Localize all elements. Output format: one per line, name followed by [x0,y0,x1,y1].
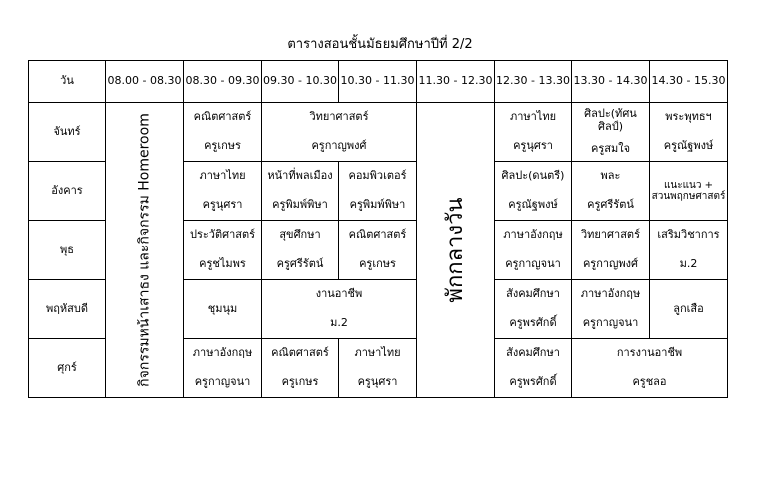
subject: การงานอาชีพ [616,346,683,360]
subject: ลูกเสือ [673,301,704,315]
cell-tue-6 [572,162,650,221]
cell-thu-1 [184,280,262,339]
teacher: ครูศรีรัตน์ [276,257,324,271]
subject: เสริมวิชาการ [657,228,720,242]
cell-fri-6 [572,339,728,398]
subject: คณิตศาสตร์ [348,228,407,242]
teacher: ครูพรศักดิ์ [509,316,557,330]
subject: ภาษาอังกฤษ [503,228,563,242]
subject: แนะแนว + [663,180,714,191]
cell-wed-5 [495,221,572,280]
lunch-label: พักกลางวัน [442,197,468,303]
subject: ประวัติศาสตร์ [189,228,256,242]
teacher: ครูกาญพงศ์ [311,139,367,153]
teacher: ครูกาญพงศ์ [582,257,639,271]
cell-mon-7 [650,103,728,162]
cell-mon-2 [262,103,417,162]
header-time-5: 11.30 - 12.30 [417,61,495,103]
day-thu: พฤหัสบดี [29,280,106,339]
subject: พละ [600,169,621,183]
subject: วิทยาศาสตร์ [581,228,640,242]
subject: พระพุทธฯ [665,110,712,124]
cell-thu-5 [495,280,572,339]
teacher: ครูพิมพ์พิษา [272,198,328,212]
teacher: ครูเกษร [359,257,396,271]
header-day: วัน [29,61,106,103]
cell-tue-5 [495,162,572,221]
subject: ภาษาอังกฤษ [192,346,253,360]
teacher: ครูพิมพ์พิษา [349,198,406,212]
teacher: ครูกาญจนา [582,316,639,330]
subject: วิทยาศาสตร์ [309,110,369,124]
day-wed: พุธ [29,221,106,280]
teacher: ม.2 [679,257,698,271]
header-time-3: 09.30 - 10.30 [262,61,339,103]
teacher: ครูกาญจนา [194,375,251,389]
subject: ชุมนุม [207,301,238,315]
teacher: ครูสมใจ [590,142,631,156]
subject: สังคมศึกษา [506,287,560,301]
subject: ภาษาอังกฤษ [580,287,641,301]
cell-wed-7 [650,221,728,280]
cell-mon-6 [572,103,650,162]
subject: หน้าที่พลเมือง [267,169,333,183]
subject: สังคมศึกษา [506,346,560,360]
subject: สุขศึกษา [279,228,321,242]
cell-fri-1 [184,339,262,398]
header-time-4: 10.30 - 11.30 [339,61,417,103]
teacher: ครูศรีรัตน์ [587,198,634,212]
cell-tue-2 [262,162,339,221]
teacher: ครูณัฐพงษ์ [663,139,714,153]
homeroom-cell [106,103,184,398]
teacher: ครูนุศรา [202,198,243,212]
cell-mon-5 [495,103,572,162]
subject: ภาษาไทย [354,346,401,360]
header-row [29,61,728,103]
subject: ศิลปะ(ดนตรี) [501,169,565,183]
header-time-8: 14.30 - 15.30 [650,61,728,103]
cell-thu-2 [262,280,417,339]
day-fri: ศุกร์ [29,339,106,398]
teacher: ม.2 [330,316,348,330]
cell-thu-7 [650,280,728,339]
teacher: ครูเกษร [204,139,241,153]
row-mon [29,103,728,162]
cell-tue-7 [650,162,728,221]
homeroom-label: กิจกรรมหน้าเสาธง และกิจกรรม Homeroom [135,113,152,387]
header-time-7: 13.30 - 14.30 [572,61,650,103]
lunch-cell [417,103,495,398]
page-title: ตารางสอนชั้นมัธยมศึกษาปีที่ 2/2 [287,37,473,52]
cell-tue-3 [339,162,417,221]
day-mon: จันทร์ [29,103,106,162]
subject: คณิตศาสตร์ [271,346,329,360]
teacher: ครูชไมพร [199,257,246,271]
cell-mon-1 [184,103,262,162]
subject: คอมพิวเตอร์ [348,169,407,183]
subject: คณิตศาสตร์ [193,110,252,124]
teacher: ครูกาญจนา [505,257,561,271]
teacher: สวนพฤกษศาสตร์ [651,191,726,202]
teacher: ครูเกษร [281,375,319,389]
cell-wed-6 [572,221,650,280]
cell-wed-1 [184,221,262,280]
header-time-2: 08.30 - 09.30 [184,61,262,103]
cell-wed-3 [339,221,417,280]
teacher: ครูชลอ [632,375,667,389]
cell-fri-2 [262,339,339,398]
cell-fri-5 [495,339,572,398]
timetable [28,60,728,398]
teacher: ครูนุศรา [357,375,398,389]
subject: ศิลปะ(ทัศนศิลป์) [584,107,637,133]
header-time-6: 12.30 - 13.30 [495,61,572,103]
teacher: ครูนุศรา [513,139,553,153]
teacher: ครูพรศักดิ์ [509,375,557,389]
subject: ภาษาไทย [199,169,246,183]
cell-wed-2 [262,221,339,280]
cell-fri-3 [339,339,417,398]
day-tue: อังคาร [29,162,106,221]
subject: งานอาชีพ [315,287,363,301]
subject: ภาษาไทย [509,110,557,124]
header-time-1: 08.00 - 08.30 [106,61,184,103]
cell-thu-6 [572,280,650,339]
teacher: ครูณัฐพงษ์ [508,198,558,212]
cell-tue-1 [184,162,262,221]
